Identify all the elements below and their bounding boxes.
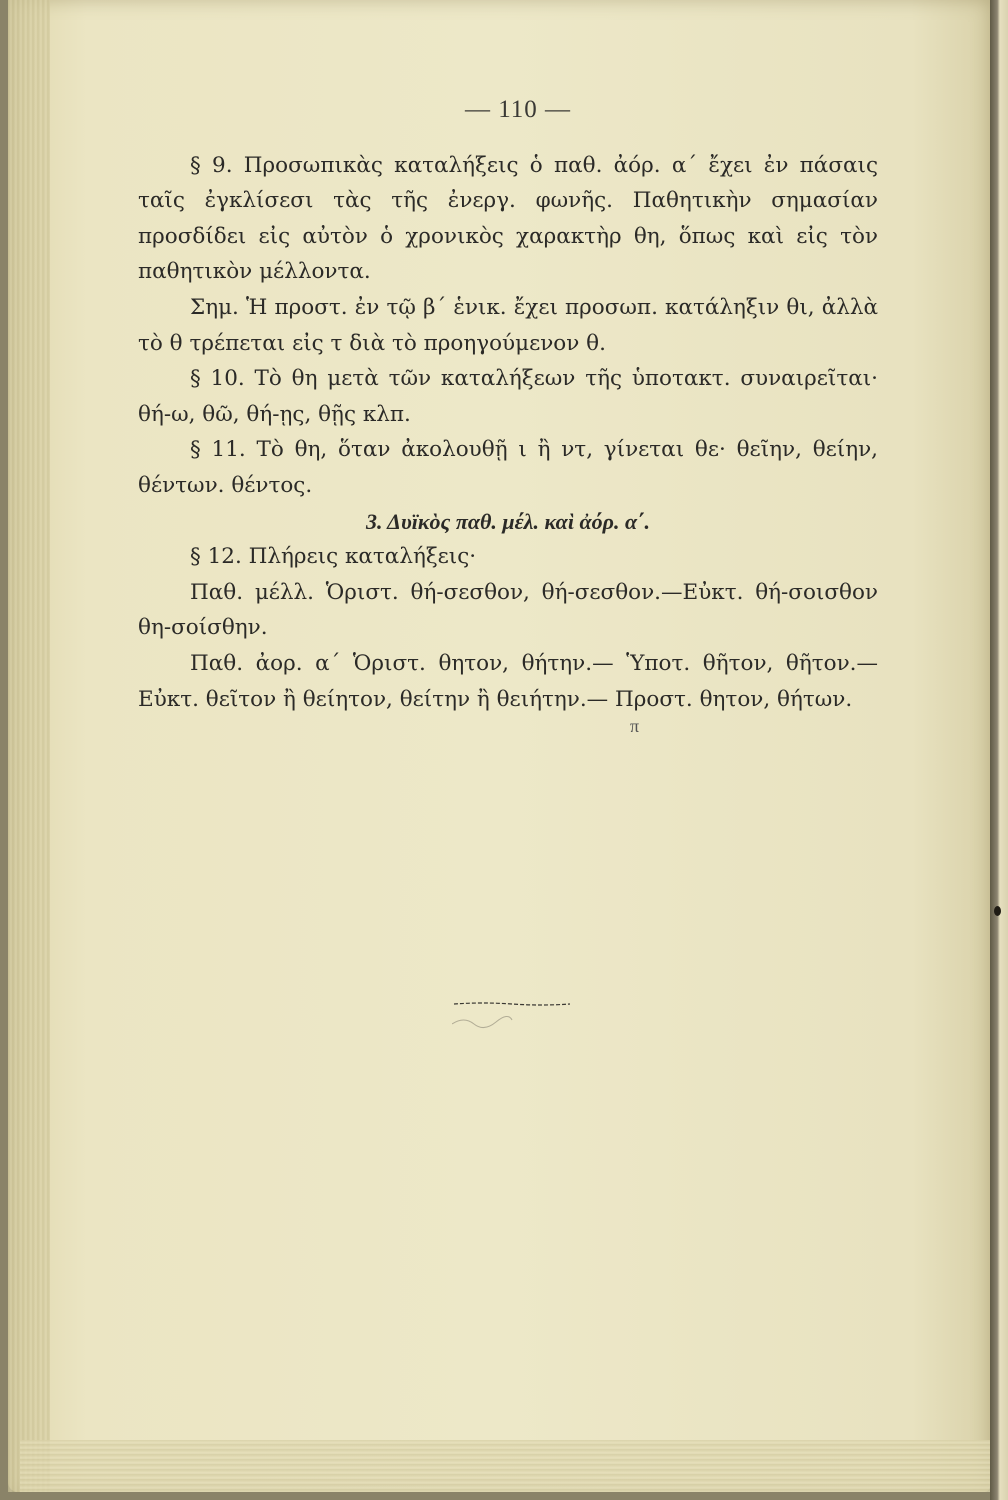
ornament-flourish bbox=[452, 996, 572, 1036]
paragraph-11: § 11. Τὸ θη, ὅταν ἀκολουθῇ ι ἢ ντ, γίνεται θε· θεῖην, θείην, θέντων. θέντος. bbox=[138, 437, 878, 498]
page-stack-edge bbox=[8, 0, 50, 1492]
note-paragraph: Σημ. Ἡ προστ. ἐν τῷ β΄ ἑνικ. ἔχει προσωπ. κατάληξιν θι, ἀλλὰ τὸ θ τρέπεται εἰς τ διὰ τὸ προηγούμενον θ. bbox=[138, 294, 878, 356]
paragraph-10: § 10. Τὸ θη μετὰ τῶν καταλήξεων τῆς ὑποτακτ. συναιρεῖται· θή-ω, θῶ, θή-ῃς, θῇς κλπ. bbox=[138, 366, 878, 427]
binding-hole bbox=[994, 906, 1001, 916]
page-number: — 110 — bbox=[464, 96, 572, 123]
paragraph-9: § 9. Προσωπικὰς καταλήξεις ὁ παθ. ἀόρ. α΄ ἔχει ἐν πάσαις ταῖς ἐγκλίσεσι τὰς τῆς ἐνεργ. φωνῆς. Παθητικὴν σημασίαν προσδίδει εἰς αὐτὸν ὁ χρονικὸς χαρακτὴρ θη, ὅπως καὶ εἰς τὸν παθητικὸν μέλλοντα. bbox=[138, 152, 878, 285]
page-text bbox=[138, 92, 878, 717]
future-endings: Παθ. μέλλ. Ὁριστ. θή-σεσθον, θή-σεσθον.—Εὐκτ. θή-σοισθον θη-σοίσθην. bbox=[138, 579, 878, 641]
marginal-mark: π bbox=[630, 716, 640, 736]
binding-strip bbox=[990, 0, 1008, 1500]
aorist-endings: Παθ. ἀορ. α΄ Ὁριστ. θητον, θήτην.— Ὑποτ. θῆτον, θῆτον.— Εὐκτ. θεῖτον ἢ θείητον, θείτην ἢ θειήτην.— Προστ. θητον, θήτων. bbox=[138, 650, 878, 712]
page-bottom-edge bbox=[20, 1440, 990, 1492]
paragraph-12: § 12. Πλήρεις καταλήξεις· bbox=[190, 544, 477, 570]
section-subheading: 3. Δυϊκὸς παθ. μέλ. καὶ ἀόρ. α΄. bbox=[366, 508, 650, 534]
